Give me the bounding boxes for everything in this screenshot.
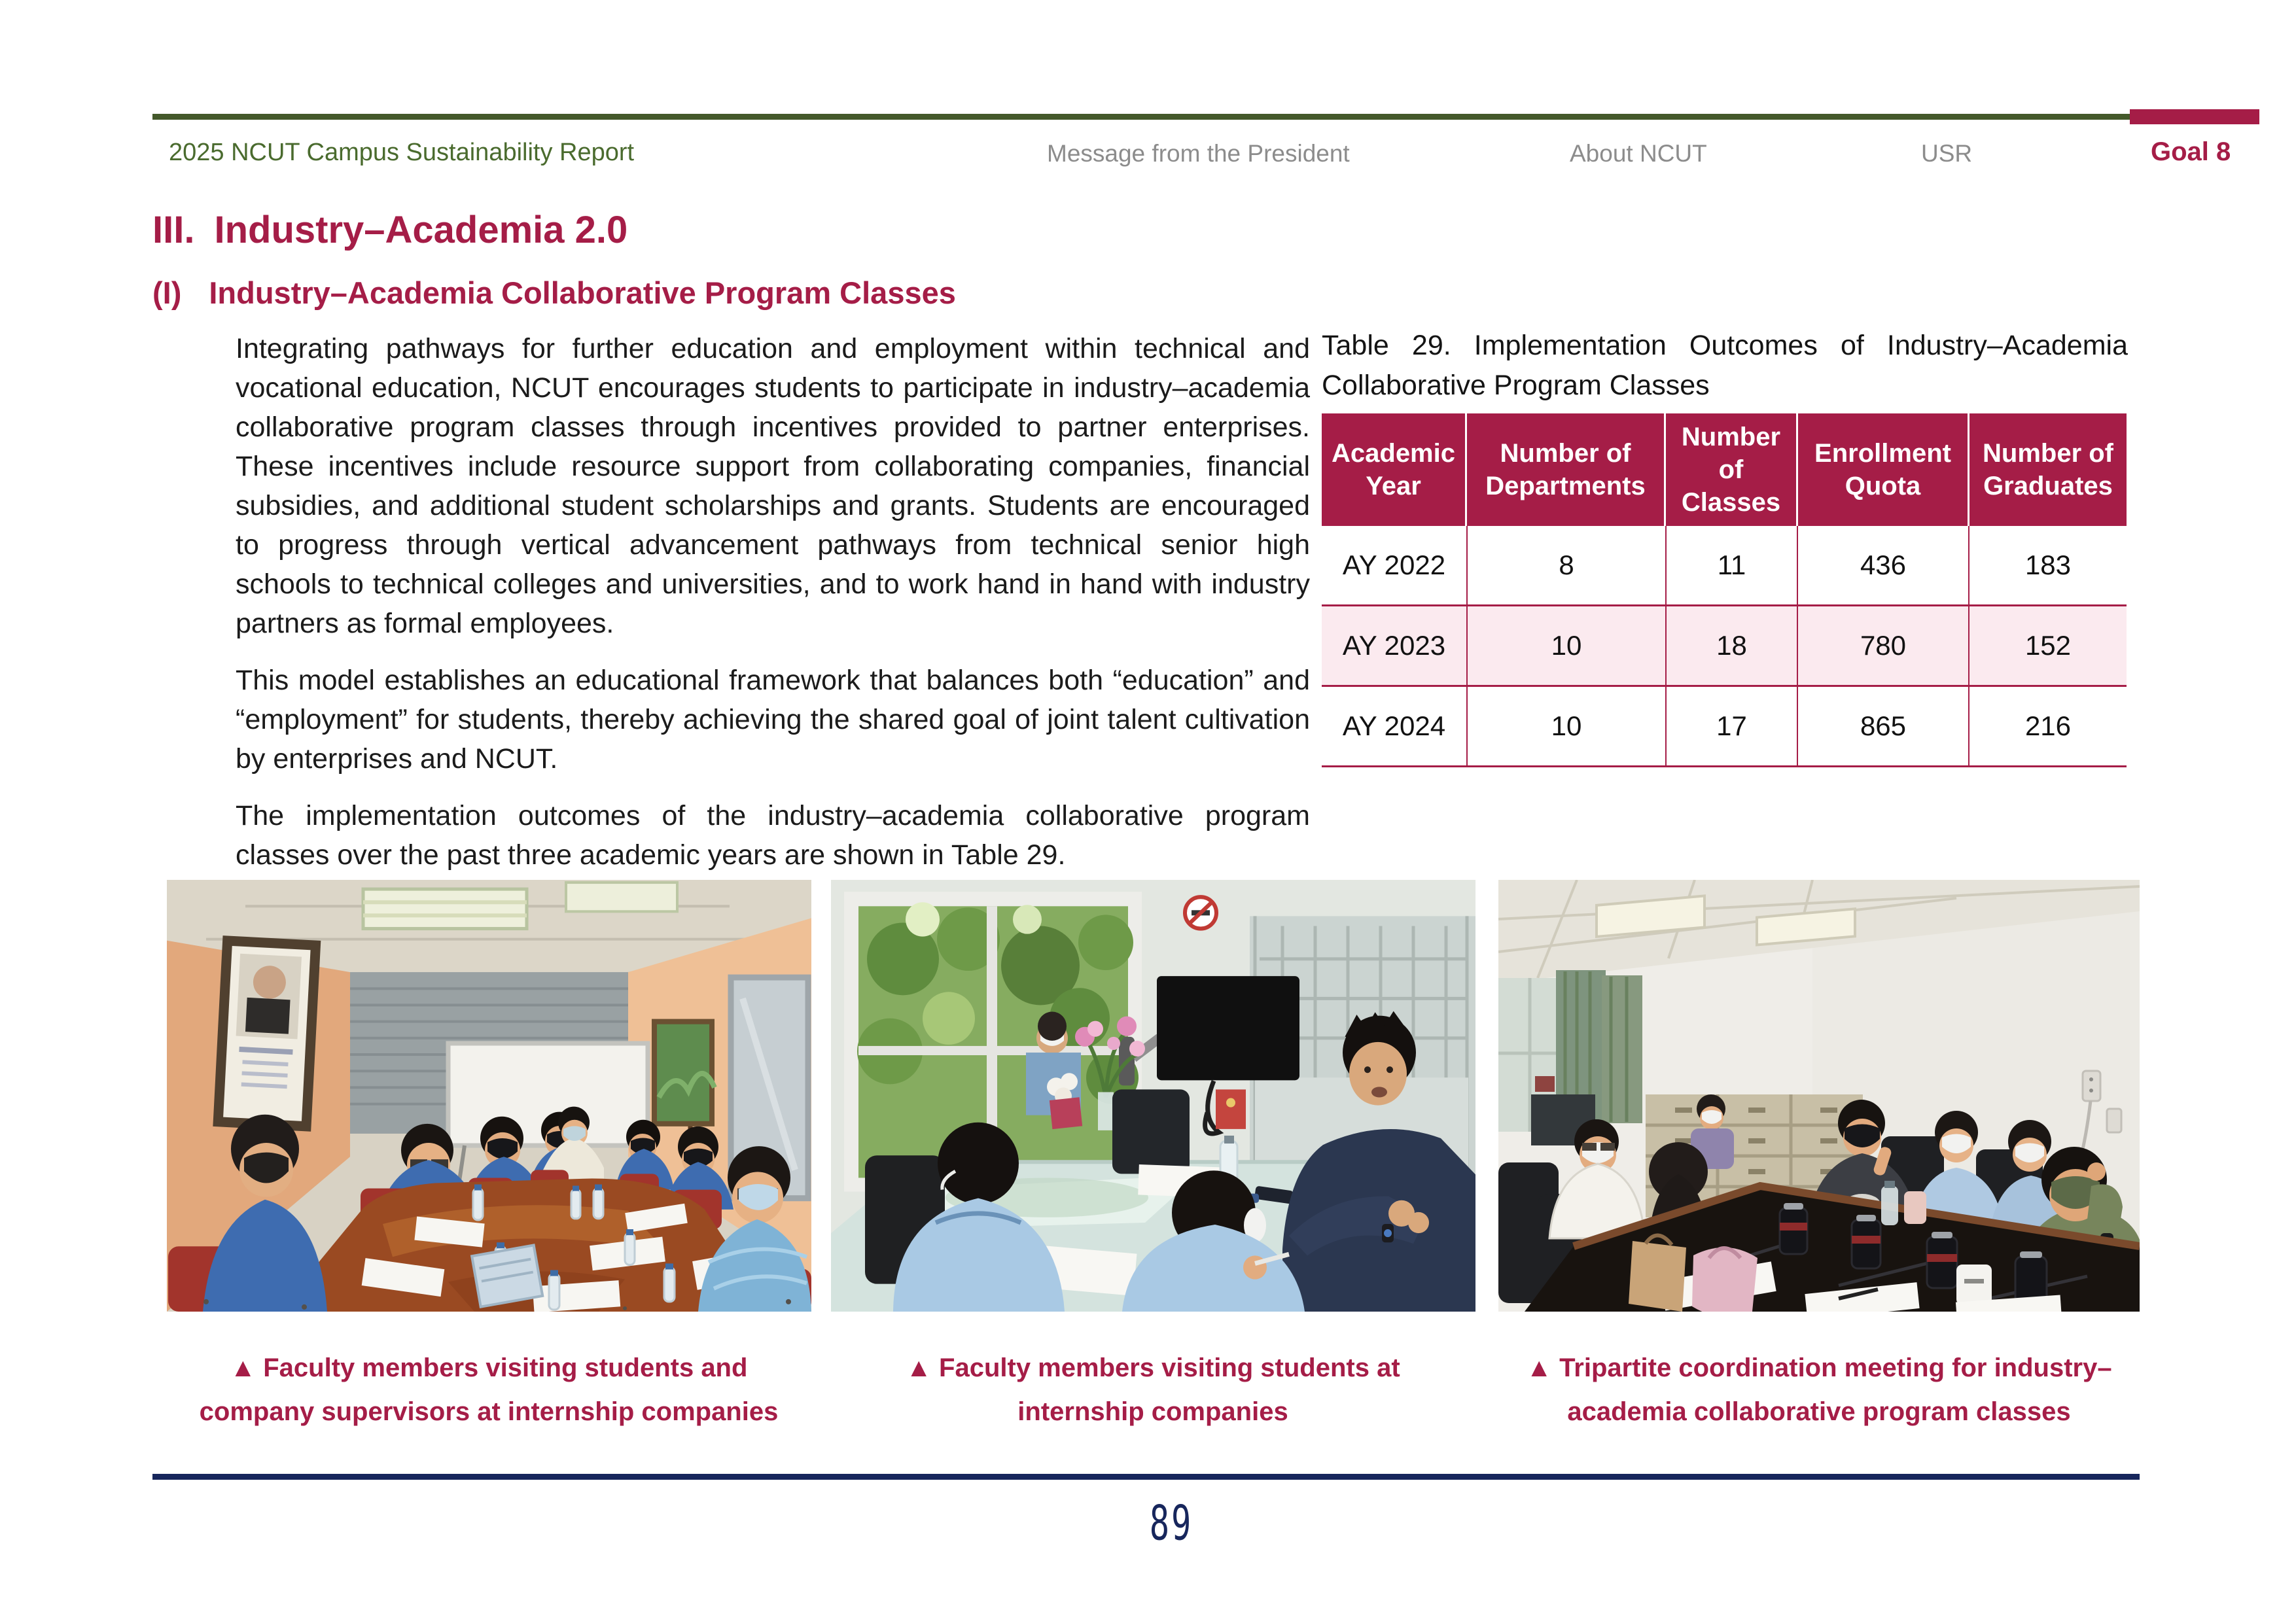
table-row-ay2024 xyxy=(1322,687,2127,767)
table-header-row xyxy=(1322,413,2127,526)
cell-ay2024-graduates: 216 xyxy=(1968,687,2127,765)
col-header-number-of-departments: Number of Departments xyxy=(1467,413,1664,526)
subsection-numeral: (I) xyxy=(152,275,182,310)
cell-ay2022-classes: 11 xyxy=(1665,526,1797,604)
photo-tripartite-meeting xyxy=(1498,880,2140,1312)
nav-goal-8-active[interactable]: Goal 8 xyxy=(2151,137,2231,166)
header-rule-accent xyxy=(2130,109,2259,124)
col-header-enrollment-quota: Enrollment Quota xyxy=(1798,413,1968,526)
photo1-caption: ▲ Faculty members visiting students and company supervisors at internship companies xyxy=(199,1353,779,1426)
cell-ay2022-quota: 436 xyxy=(1797,526,1968,604)
cell-ay2024-classes: 17 xyxy=(1665,687,1797,765)
page-number: 89 xyxy=(1149,1495,1193,1552)
nav-usr[interactable]: USR xyxy=(1921,140,1973,167)
cell-ay2023-departments: 10 xyxy=(1466,606,1665,685)
section-numeral: III. xyxy=(152,209,195,251)
photo-internship-company-meeting-room xyxy=(167,880,811,1312)
table-29-caption: Table 29. Implementation Outcomes of Industry–Academia Collaborative Program Classes xyxy=(1322,330,2128,401)
table-row-ay2022 xyxy=(1322,526,2127,606)
subsection-title-text: Industry–Academia Collaborative Program Classes xyxy=(209,275,956,310)
cell-ay2022-year: AY 2022 xyxy=(1342,550,1446,580)
cell-ay2024-departments: 10 xyxy=(1466,687,1665,765)
footer-rule xyxy=(152,1474,2140,1480)
cell-ay2023-quota: 780 xyxy=(1797,606,1968,685)
body-text-column xyxy=(236,329,1310,892)
report-title: 2025 NCUT Campus Sustainability Report xyxy=(169,139,635,166)
header-rule-green xyxy=(152,114,2131,120)
col-header-academic-year: Academic Year xyxy=(1322,413,1465,526)
paragraph-2: This model establishes an educational framework that balances both “education” and “employment” for students, thereby achieving the shared goal of joint talent cultivation by enterprises and NCUT. xyxy=(236,665,1310,775)
col-header-number-of-graduates: Number of Graduates xyxy=(1969,413,2127,526)
subsection-title xyxy=(152,275,956,311)
section-title-text: Industry–Academia 2.0 xyxy=(214,209,628,251)
paragraph-1: Integrating pathways for further education and employment within technical and vocational education, NCUT encourages students to participate in industry–academia collaborative program classes through incentives provided to partner enterprises. These incentives include resource support from collaborating companies, financial subsidies, and additional student scholarships and grants. Students are encouraged to progress through vertical advancement pathways from technical senior high schools to technical colleges and universities, and to work hand in hand with industry partners as formal employees. xyxy=(236,333,1310,639)
table-row-ay2023 xyxy=(1322,606,2127,687)
office-chair xyxy=(1112,1089,1190,1174)
nav-message-from-president[interactable]: Message from the President xyxy=(1047,140,1350,167)
cell-ay2022-graduates: 183 xyxy=(1968,526,2127,604)
wall-portrait xyxy=(213,935,321,1132)
no-smoking-sign xyxy=(1185,897,1216,928)
cell-ay2024-year: AY 2024 xyxy=(1342,710,1446,741)
photo-faculty-visit-interview xyxy=(831,880,1475,1312)
section-title xyxy=(152,208,627,252)
photo1-illustration xyxy=(167,880,811,1312)
cell-ay2023-classes: 18 xyxy=(1665,606,1797,685)
cell-ay2023-graduates: 152 xyxy=(1968,606,2127,685)
photo2-illustration xyxy=(831,880,1475,1312)
photo2-caption: ▲ Faculty members visiting students at internship companies xyxy=(906,1353,1400,1426)
photo3-caption: ▲ Tripartite coordination meeting for industry–academia collaborative program classes xyxy=(1526,1353,2112,1426)
col-header-number-of-classes: Number of Classes xyxy=(1666,413,1796,526)
nav-about-ncut[interactable]: About NCUT xyxy=(1570,140,1707,167)
cell-ay2022-departments: 8 xyxy=(1466,526,1665,604)
table-29 xyxy=(1322,413,2127,767)
cell-ay2023-year: AY 2023 xyxy=(1342,630,1446,661)
paragraph-3: The implementation outcomes of the industry–academia collaborative program classes over the past three academic years are shown in Table 29. xyxy=(236,800,1310,871)
photo3-illustration xyxy=(1498,880,2140,1312)
cell-ay2024-quota: 865 xyxy=(1797,687,1968,765)
